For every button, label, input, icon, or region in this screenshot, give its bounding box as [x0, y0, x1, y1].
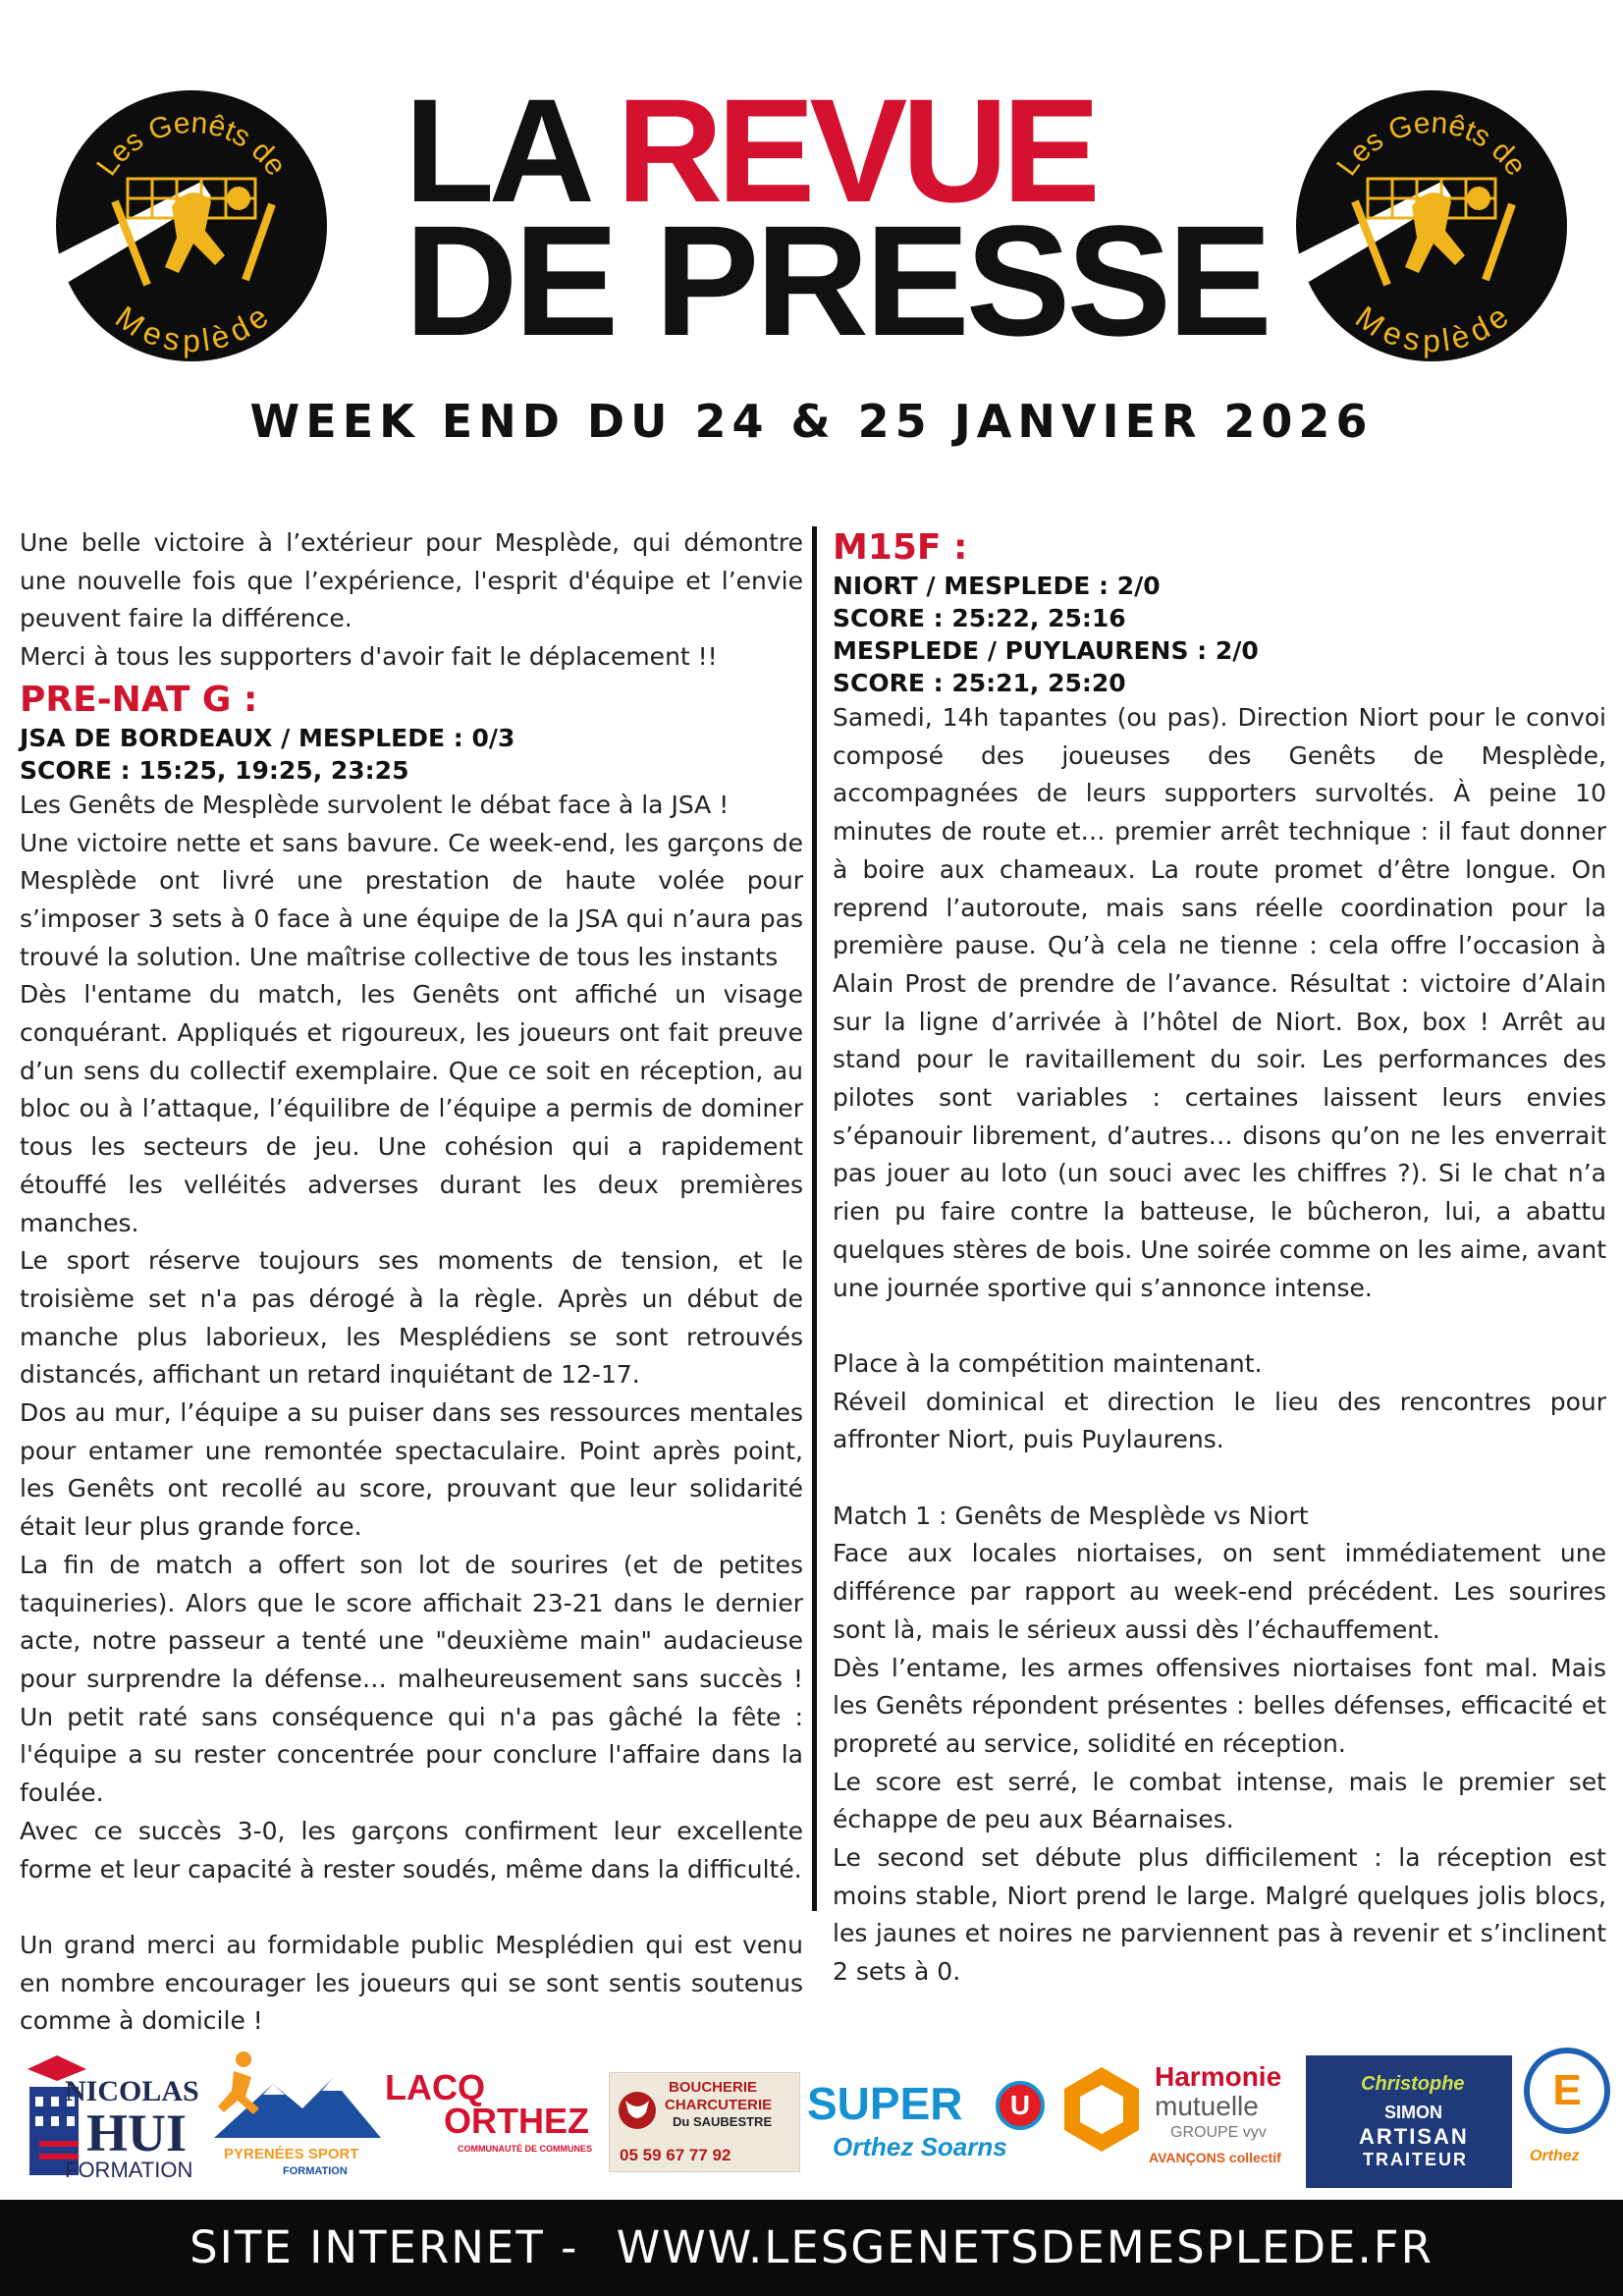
- article-paragraph: Le second set débute plus difficilement : la réception est moins stable, Niort prend le large. Malgré quelques jolis blocs, les jaunes et noires ne parviennent pas à revenir et s’inclinent 2 sets à 0.: [833, 1843, 1606, 1987]
- column-divider: [812, 526, 817, 1911]
- article-paragraph: Une victoire nette et sans bavure. Ce week-end, les garçons de Mesplède ont livré une prestation de haute volée pour s’imposer 3 sets à 0 face à une équipe de la JSA qui n’aura pas trouvé la solution. Une maîtrise collective de tous les instants: [20, 828, 803, 971]
- logo-text-top: Les Genêts de: [90, 106, 293, 182]
- article-paragraph: Dès l’entame, les armes offensives niortaises font mal. Mais les Genêts répondent présentes : belles défenses, efficacité et propreté au service, solidité en réception.: [833, 1653, 1606, 1758]
- sponsor-boucherie-logo[interactable]: [609, 2072, 800, 2172]
- section-title-m15f: M15F :: [833, 527, 968, 568]
- sponsor-text: AVANÇONS collectif: [1149, 2150, 1281, 2165]
- match-result: MESPLEDE / PUYLAURENS : 2/0: [833, 636, 1259, 665]
- article-paragraph: La fin de match a offert son lot de sourires (et de petites taquineries). Alors que le score affichait 23-21 dans le dernier acte, notre passeur a tenté une "deuxième main" audacieuse pour surprendre la défense… malheureusement sans succès ! Un petit raté sans conséquence qui n'a pas gâché la fête : l'équipe a su rester concentrée pour conclure l'affaire dans la foulée.: [20, 1550, 803, 1808]
- sponsor-text: Orthez: [1530, 2148, 1580, 2164]
- club-logo-right: [1294, 88, 1569, 363]
- sponsor-harmonie-mutuelle-logo[interactable]: [1062, 2061, 1298, 2171]
- sponsor-nicolas-hui-logo[interactable]: [18, 2048, 214, 2185]
- spacer: [833, 1459, 1606, 1498]
- sponsor-lacq-orthez-logo[interactable]: [385, 2067, 596, 2165]
- super-u-badge: U: [996, 2081, 1045, 2130]
- logo-text-bottom: Mesplède: [1349, 299, 1515, 359]
- leclerc-e-icon: E: [1524, 2048, 1610, 2134]
- sponsor-text: NICOLAS: [65, 2075, 199, 2107]
- match-result: JSA DE BORDEAUX / MESPLEDE : 0/3: [20, 723, 515, 752]
- sponsor-text: mutuelle: [1155, 2091, 1259, 2121]
- article-paragraph: Avec ce succès 3-0, les garçons confirment leur excellente forme et leur capacité à rester soudés, même dans la difficulté.: [20, 1816, 803, 1884]
- masthead-line-2: DE PRESSE: [405, 192, 1269, 368]
- article-paragraph: Dos au mur, l’équipe a su puiser dans ses ressources mentales pour entamer une remontée spectaculaire. Point après point, les Genêts ont recollé au score, prouvant que leur solidarité était leur plus grande force.: [20, 1398, 803, 1542]
- masthead: [405, 68, 1269, 368]
- club-logo-left: [54, 88, 329, 363]
- spacer: [833, 1307, 1606, 1345]
- sponsor-pyrenees-sport-logo[interactable]: [214, 2050, 381, 2182]
- sponsor-text: GROUPE vyv: [1170, 2124, 1267, 2141]
- article-paragraph: Face aux locales niortaises, on sent immédiatement une différence par rapport au week-end précédent. Les sourires sont là, mais le sérieux aussi dès l’échauffement.: [833, 1539, 1606, 1644]
- thanks-paragraph: Merci à tous les supporters d'avoir fait le déplacement !!: [20, 642, 718, 672]
- sponsor-text: Christophe: [1361, 2073, 1465, 2095]
- logo-text-bottom: Mesplède: [109, 299, 275, 359]
- sponsor-text: SUPER: [807, 2078, 963, 2129]
- masthead-revue: REVUE: [616, 68, 1095, 233]
- sponsor-text: BOUCHERIE: [669, 2079, 758, 2096]
- match-score: SCORE : 25:21, 25:20: [833, 669, 1126, 697]
- article-paragraph: Réveil dominical et direction le lieu des rencontres pour affronter Niort, puis Puylaurens.: [833, 1387, 1606, 1454]
- sponsor-text: HUI: [86, 2104, 188, 2162]
- sponsor-text: TRAITEUR: [1363, 2150, 1468, 2169]
- masthead-la: LA: [405, 68, 589, 233]
- article-paragraph: Un grand merci au formidable public Mesplédien qui est venu en nombre encourager les joueurs qui se sont sentis soutenus comme à domicile !: [20, 1930, 803, 2036]
- website-link[interactable]: WWW.LESGENETSDEMESPLEDE.FR: [616, 2221, 1434, 2273]
- weekend-date-heading: WEEK END DU 24 & 25 JANVIER 2026: [249, 395, 1374, 448]
- left-article-column: [20, 524, 803, 2041]
- sponsor-text: ARTISAN: [1359, 2124, 1469, 2149]
- footer-label: SITE INTERNET -: [189, 2221, 579, 2273]
- sponsor-text: LACQ: [385, 2067, 485, 2107]
- mountain-runner-icon: [214, 2050, 381, 2143]
- sponsor-text: FORMATION: [283, 2165, 348, 2177]
- website-footer-bar: [0, 2200, 1623, 2296]
- article-paragraph: Place à la compétition maintenant.: [833, 1348, 1263, 1378]
- sponsor-text: SIMON: [1384, 2103, 1443, 2122]
- spacer: [20, 1888, 803, 1927]
- article-paragraph: Le sport réserve toujours ses moments de tension, et le troisième set n'a pas dérogé à la règle. Après un début de manche plus laborieux, les Mesplédiens se sont retrouvés distancés, affichant un retard inquiétant de 12-17.: [20, 1246, 803, 1390]
- bull-head-icon: [618, 2091, 657, 2130]
- article-paragraph: Dès l'entame du match, les Genêts ont affiché un visage conquérant. Appliqués et rigoureux, les joueurs ont fait preuve d’un sens du collectif exemplaire. Que ce soit en réception, au bloc ou à l’attaque, l’équilibre de l’équipe a permis de dominer tous les secteurs de jeu. Une cohésion qui a rapidement étouffé les velléités adverses durant les deux premières manches.: [20, 980, 803, 1237]
- article-paragraph: Match 1 : Genêts de Mesplède vs Niort: [833, 1501, 1309, 1530]
- article-paragraph: Samedi, 14h tapantes (ou pas). Direction Niort pour le convoi composé des joueuses des Genêts de Mesplède, accompagnées de leurs supporters survoltés. À peine 10 minutes de route et… premier arrêt technique : il faut donner à boire aux chameaux. La route promet d’être longue. On reprend l’autoroute, mais sans réelle coordination pour la première pause. Qu’à cela ne tienne : cela offre l’occasion à Alain Prost de prendre de l’avance. Résultat : victoire d’Alain sur la ligne d’arrivée à l’hôtel de Niort. Box, box ! Arrêt au stand pour le ravitaillement du soir. Les performances des pilotes sont variables : certaines laissent leurs envies s’épanouir librement, d’autres… disons qu’on ne les enverrait pas jouer au loto (un souci avec les chiffres ?). Si le chat n’a rien pu faire contre la batteuse, le bûcheron, lui, a abattu quelques stères de bois. Une soirée comme on les aime, avant une journée sportive qui s’annonce intense.: [833, 703, 1606, 1302]
- sponsor-text: ORTHEZ: [444, 2101, 589, 2141]
- sponsor-text: PYRENÉES SPORT: [224, 2146, 359, 2162]
- sponsor-strip: [0, 2048, 1623, 2195]
- sponsor-text: FORMATION: [65, 2158, 193, 2182]
- sponsor-text: Du SAUBESTRE: [673, 2114, 773, 2129]
- intro-paragraph: Une belle victoire à l’extérieur pour Mesplède, qui démontre une nouvelle fois que l’expérience, l'esprit d'équipe et l’envie peuvent faire la différence.: [20, 528, 803, 633]
- article-paragraph: Le score est serré, le combat intense, mais le premier set échappe de peu aux Béarnaises.: [833, 1767, 1606, 1834]
- logo-text-top: Les Genêts de: [1330, 106, 1533, 182]
- sponsor-text: CHARCUTERIE: [665, 2097, 773, 2113]
- right-article-column: [833, 524, 1606, 1992]
- sponsor-text: Harmonie: [1155, 2061, 1282, 2092]
- hexagon-icon: [1062, 2065, 1141, 2154]
- sponsor-super-u-logo[interactable]: [807, 2077, 1043, 2165]
- match-score: SCORE : 15:25, 19:25, 23:25: [20, 755, 409, 785]
- article-paragraph: Les Genêts de Mesplède survolent le débat face à la JSA !: [20, 790, 730, 819]
- sponsor-text: Orthez Soarns: [833, 2132, 1007, 2161]
- sponsor-text: COMMUNAUTÉ DE COMMUNES: [458, 2144, 592, 2154]
- sponsor-simon-traiteur-logo[interactable]: [1306, 2055, 1512, 2188]
- sponsor-phone: 05 59 67 77 92: [620, 2146, 731, 2164]
- match-score: SCORE : 25:22, 25:16: [833, 604, 1126, 632]
- match-result: NIORT / MESPLEDE : 2/0: [833, 572, 1161, 600]
- section-title-prenat: PRE-NAT G :: [20, 679, 258, 720]
- sponsor-leclerc-logo[interactable]: [1520, 2048, 1613, 2185]
